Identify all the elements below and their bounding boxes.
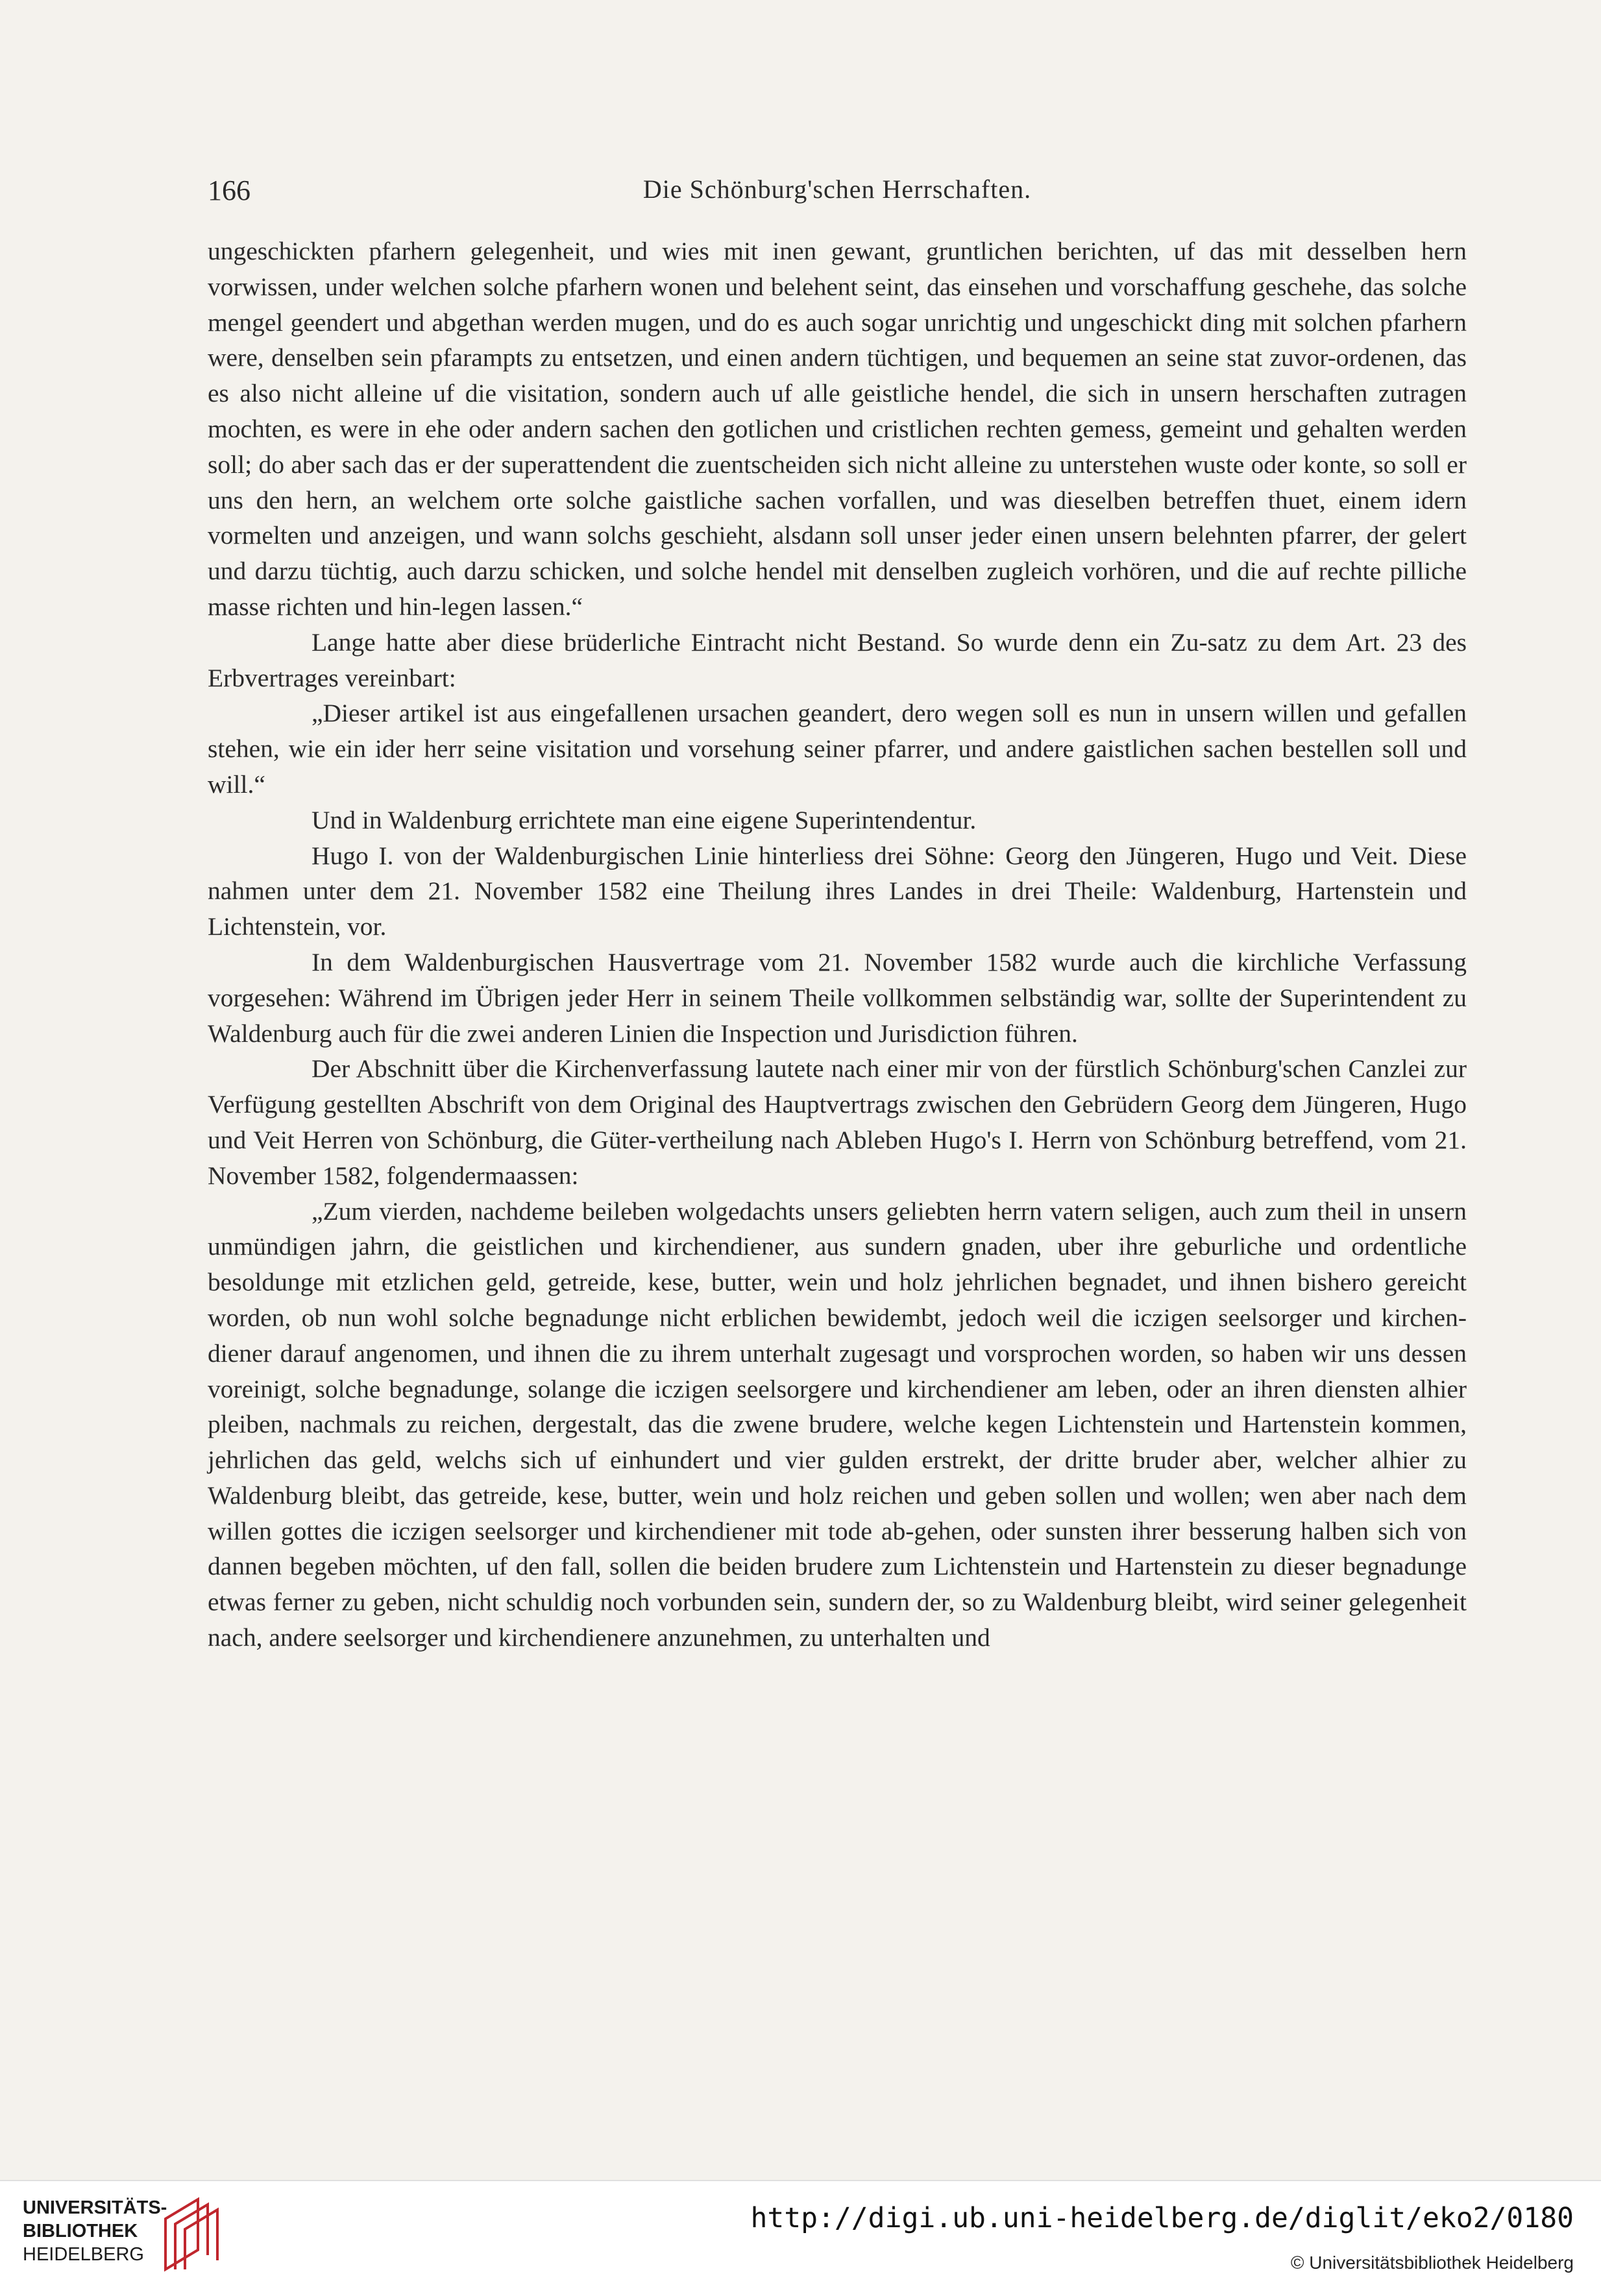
paragraph: In dem Waldenburgischen Hausvertrage vom 21. November 1582 wurde auch die kirchliche Verfassung vorgesehen: Während im Übrigen jeder Herr in seinem Theile vollkommen selbständig war, sollte der Superintendent zu Waldenburg auch für die zwei anderen Linien die Inspection und Jurisdiction führen. xyxy=(208,947,1467,1048)
logo-line: UNIVERSITÄTS- xyxy=(23,2197,167,2218)
library-logo-text xyxy=(23,2196,167,2266)
paragraph: Der Abschnitt über die Kirchenverfassung lautete nach einer mir von der fürstlich Schönburg'schen Canzlei zur Verfügung gestellten Abschrift von dem Original des Hauptvertrags zwischen den Gebrüdern Georg dem Jüngeren, Hugo und Veit Herren von Schönburg, die Güter-vertheilung nach Ableben Hugo's I. Herrn von Schönburg betreffend, vom 21. November 1582, folgendermaassen: xyxy=(208,1054,1467,1190)
page-number: 166 xyxy=(208,175,251,206)
footer-bar xyxy=(0,2180,1601,2296)
quote-paragraph: „Dieser artikel ist aus eingefallenen ursachen geandert, dero wegen soll es nun in unsern willen und gefallen stehen, wie ein ider herr seine visitation und vorsehung seiner pfarrer, und andere gaistlichen sachen bestellen soll und will.“ xyxy=(208,699,1467,799)
body-text xyxy=(208,234,1467,1656)
running-title: Die Schönburg'schen Herrschaften. xyxy=(642,175,1032,204)
library-logo-icon xyxy=(159,2193,224,2277)
paragraph: Und in Waldenburg errichtete man eine eigene Superintendentur. xyxy=(312,805,977,834)
paragraph: ungeschickten pfarhern gelegenheit, und wies mit inen gewant, gruntlichen berichten, uf das mit desselben hern vorwissen, under welchen solche pfarhern wonen und belehent seint, das einsehen und vorschaffung geschehe, das solche mengel geendert und abgethan werden mugen, und do es auch sogar unrichtig und ungeschickt ding mit solchen pfarhern were, denselben sein pfarampts zu entsetzen, und einen andern tüchtigen, und bequemen an seine stat zuvor-ordenen, das es also nicht alleine uf die visitation, sondern auch uf alle geistliche hendel, die sich in unsern herschaften zutragen mochten, es were in ehe oder andern sachen den gotlichen und cristlichen rechten gemess, gemeint und gehalten werden soll; do aber sach das er der superattendent die zuentscheiden sich nicht alleine zu unterstehen wuste oder konte, so soll er uns den hern, an welchem orte solche gaistliche sachen vorfallen, und was dieselben betreffen thuet, einem idern vormelten und anzeigen, und wann solchs geschieht, alsdann soll unser jeder einen unsern belehnten pfarrer, der gelert und darzu tüchtig, auch darzu schicken, und solche hendel mit denselben zugleich vorhören, und die auf rechte pilliche masse richten und hin-legen lassen.“ xyxy=(208,237,1467,621)
copyright-notice: © Universitätsbibliothek Heidelberg xyxy=(1290,2253,1574,2273)
logo-line: HEIDELBERG xyxy=(23,2244,144,2265)
paragraph: Hugo I. von der Waldenburgischen Linie hinterliess drei Söhne: Georg den Jüngeren, Hugo und Veit. Diese nahmen unter dem 21. November 1582 eine Theilung ihres Landes in drei Theile: Waldenburg, Hartenstein und Lichtenstein, vor. xyxy=(208,841,1467,941)
logo-line: BIBLIOTHEK xyxy=(23,2221,138,2242)
quote-paragraph: „Zum vierden, nachdeme beileben wolgedachts unsers geliebten herrn vatern seligen, auch zum theil in unsern unmündigen jahrn, die geistlichen und kirchendiener, aus sundern gnaden, uber ihre geburliche und ordentliche besoldunge mit etzlichen geld, getreide, kese, butter, wein und holz jehrlichen begnadet, und ihnen bishero gereicht worden, ob nun wohl solche begnadunge nicht erblichen bewidembt, jedoch weil die iczigen seelsorger und kirchen-diener darauf angenomen, und ihnen die zu ihrem unterhalt zugesagt und vorsprochen worden, so haben wir uns dessen voreinigt, solche begnadunge, solange die iczigen seelsorgere und kirchendiener am leben, oder an ihren diensten alhier pleiben, nachmals zu reichen, dergestalt, das die zwene brudere, welche kegen Lichtenstein und Hartenstein kommen, jehrlichen das geld, welchs sich uf einhundert und vier gulden erstrekt, der dritte bruder aber, welcher alhier zu Waldenburg bleibt, das getreide, kese, butter, wein und holz reichen und geben sollen und wollen; wen aber nach dem willen gottes die iczigen seelsorger und kirchendiener mit tode ab-gehen, oder sunsten ihrer besserung halben sich von dannen begeben möchten, uf den fall, sollen die beiden brudere zum Lichtenstein und Hartenstein zu dieser begnadunge etwas ferner zu geben, nicht schuldig noch vorbunden sein, sundern der, so zu Waldenburg bleibt, wird seiner gelegenheit nach, andere seelsorger und kirchendienere anzunehmen, zu unterhalten und xyxy=(208,1196,1467,1652)
page-header xyxy=(208,174,1467,213)
paragraph: Lange hatte aber diese brüderliche Eintracht nicht Bestand. So wurde denn ein Zu-satz zu dem Art. 23 des Erbvertrages vereinbart: xyxy=(208,627,1467,692)
permalink-url[interactable]: http://digi.ub.uni-heidelberg.de/diglit/eko2/0180 xyxy=(750,2202,1574,2234)
